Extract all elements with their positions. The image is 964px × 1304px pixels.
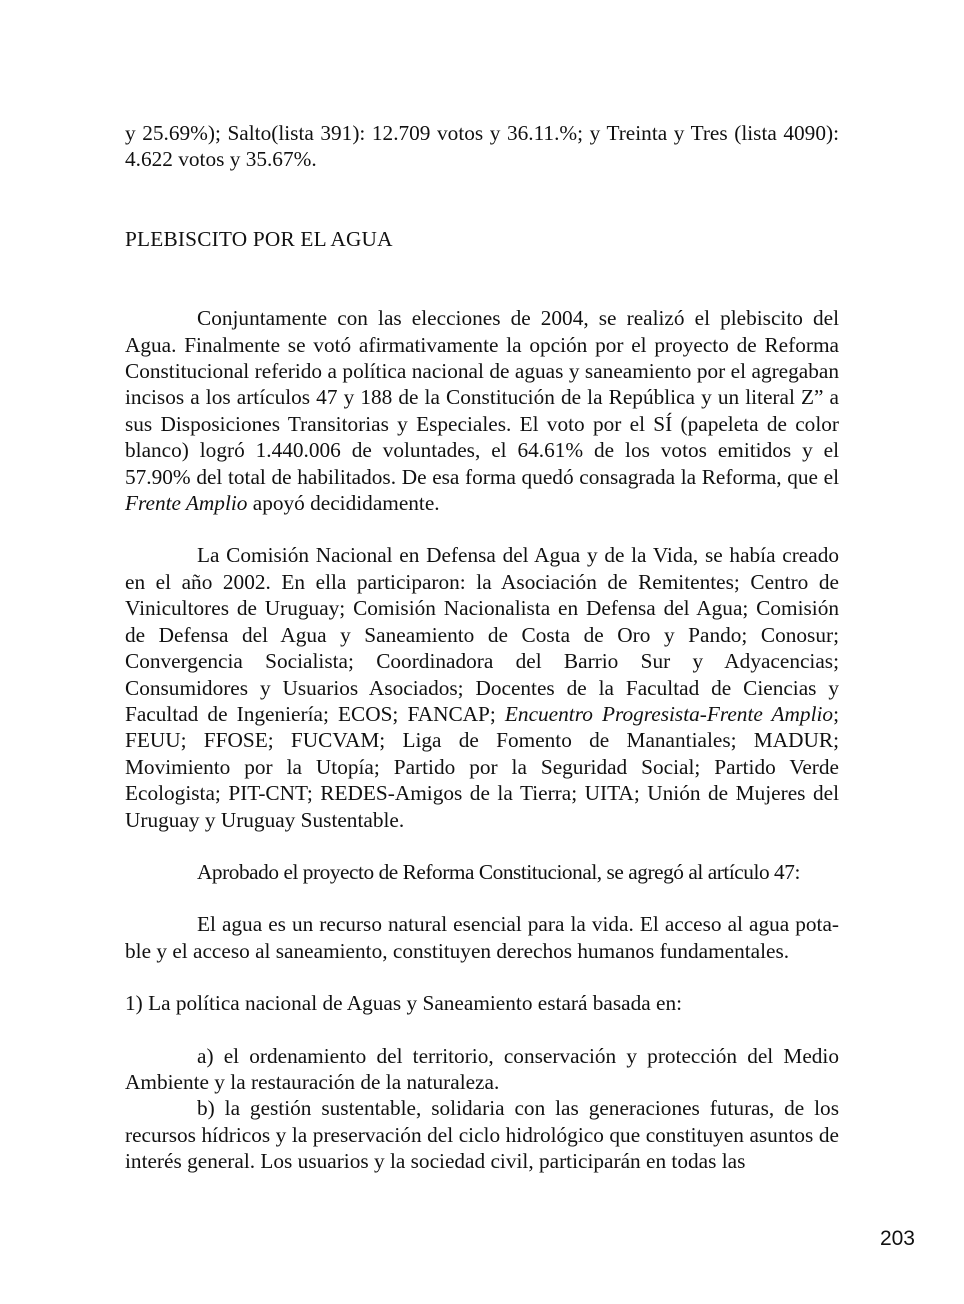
- paragraph-commission: [125, 542, 839, 832]
- paragraph-plebiscite: [125, 305, 839, 516]
- encuentro-progresista-italic: Encuentro Progresista-Frente Amplio: [504, 701, 834, 726]
- paragraph-plebiscite-end: apoyó decididamente.: [247, 491, 440, 516]
- paragraph-water-right: El agua es un recurso natural esencial para la vida. El acceso al agua potable y el acceso al saneamiento, constituyen derechos humanos fundamentales.: [125, 912, 839, 963]
- paragraph-policy-basis: 1) La política nacional de Aguas y Saneamiento estará basada en:: [125, 991, 683, 1016]
- list-item-a: a) el ordenamiento del territorio, conservación y protección del Medio Ambiente y la restauración de la naturaleza.: [125, 1043, 839, 1094]
- paragraph-plebiscite-text: Conjuntamente con las elecciones de 2004, se realizó el plebiscito del Agua. Finalmente se votó afirmativamente la opción por el proyecto de Reforma Constitucional referido a política nacional de aguas y saneamiento por el agregaban incisos a los artículos 47 y 188 de la Constitución de la República y un literal Z” a sus Disposiciones Transitorias y Especiales. El voto por el SÍ (papeleta de color blanco) logró 1.440.006 de voluntades, el 64.61% de los votos emitidos y el 57.90% del total de habilitados. De esa forma quedó consagrada la Reforma, que el: [125, 306, 839, 489]
- frente-amplio-italic: Frente Amplio: [125, 491, 248, 516]
- intro-paragraph: y 25.69%); Salto(lista 391): 12.709 votos y 36.11.%; y Treinta y Tres (lista 4090): 4.622 votos y 35.67%.: [125, 121, 839, 172]
- page-number: 203: [879, 1227, 915, 1250]
- paragraph-commission-end: ; FEUU; FFOSE; FUCVAM; Liga de Fomento de Manantiales; MADUR; Movimiento por la Utopía; Partido por la Seguridad Social; Partido Verde Ecologista; PIT-CNT; REDES-Amigos de la Tierra; UITA; Unión de Mujeres del Uruguay y Uruguay Sustentable.: [125, 701, 839, 832]
- list-item-b: b) la gestión sustentable, solidaria con las generaciones futuras, de los recursos hídricos y la preservación del ciclo hidrológico que constituyen asuntos de interés general. Los usuarios y la sociedad civil, participarán en todas las: [125, 1096, 839, 1174]
- paragraph-commission-text: La Comisión Nacional en Defensa del Agua y de la Vida, se había creado en el año 2002. En ella participaron: la Asociación de Remitentes; Centro de Vinicultores de Uruguay; Comisión Nacionalista en Defensa del Agua; Comisión de Defensa del Agua y Saneamiento de Costa de Oro y Pando; Conosur; Convergencia Socialista; Coordinadora del Barrio Sur y Adyacencias; Consumidores y Usuarios Asociados; Docentes de la Facultad de Ciencias y Facultad de Ingeniería; ECOS; FANCAP;: [125, 543, 839, 726]
- section-heading: PLEBISCITO POR EL AGUA: [125, 226, 393, 251]
- paragraph-article-47-intro: Aprobado el proyecto de Reforma Constitucional, se agregó al artículo 47:: [197, 859, 800, 884]
- page-body: [125, 120, 839, 1175]
